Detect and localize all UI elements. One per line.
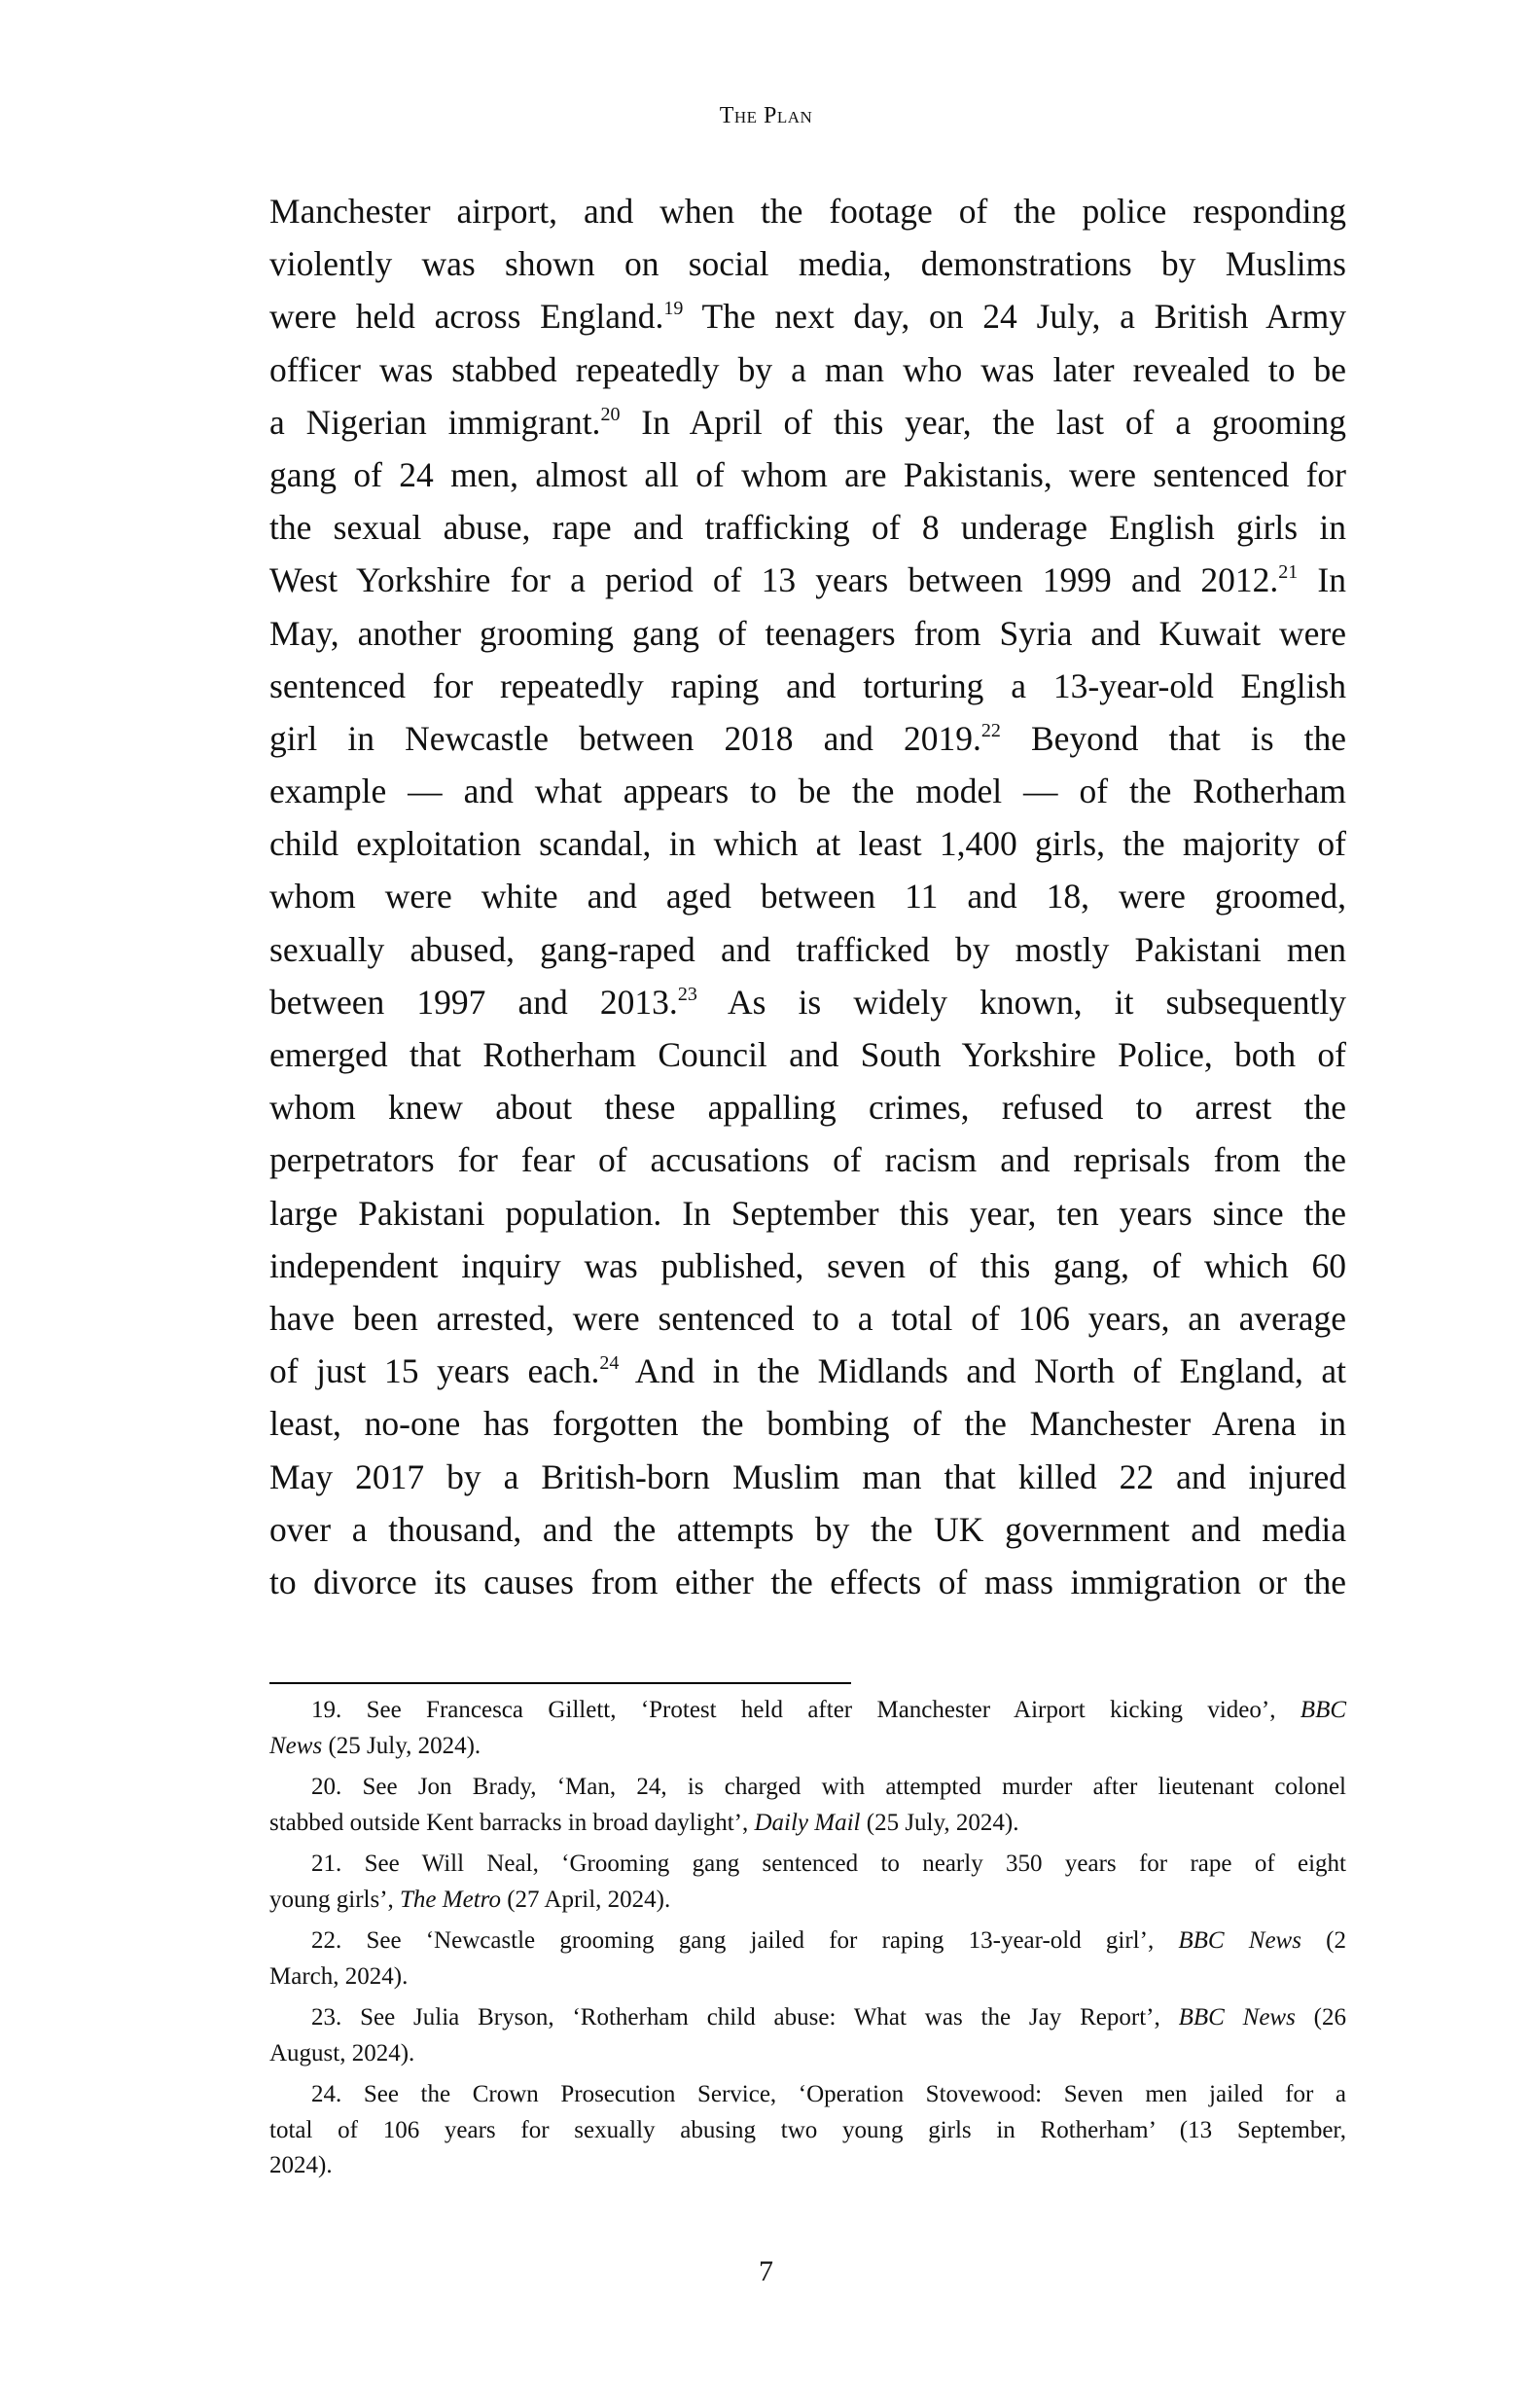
footnote-21: 21. See Will Neal, ‘Grooming gang sentenced to nearly 350 years for rape of eight young girls’, The Metro (27 April, 2024). [269,1851,1347,1913]
publication-title: BBC News [1178,1927,1301,1954]
footnote-20: 20. See Jon Brady, ‘Man, 24, is charged with attempted murder after lieutenant colonel stabbed outside Kent barracks in broad daylight’, Daily Mail (25 July, 2024). [269,1774,1346,1836]
body-line: whom knew about these appalling crimes, refused to arrest the [269,1088,1346,1128]
body-line: a Nigerian immigrant.$^{20}$ In April of this year, the last of a grooming [269,402,1346,442]
body-line: May, another grooming gang of teenagers from Syria and Kuwait were [269,613,1346,653]
body-line: Manchester airport, and when the footage of the police responding [269,192,1346,231]
body-line: May 2017 by a British-born Muslim man that killed 22 and injured [269,1456,1346,1496]
footnote-number: 20. [311,1774,342,1800]
body-line: child exploitation scandal, in which at least 1,400 girls, the majority of [269,824,1346,864]
body-line: girl in Newcastle between 2018 and 2019.22 Beyond that is the [269,718,1347,758]
body-line: of just 15 years each.$^{24}$ And in the Midlands and North of England, at [269,1351,1346,1391]
footnote-separator [269,1682,851,1684]
body-paragraph [269,185,1346,1608]
footnote-number: 19. [311,1697,342,1723]
footnote-number: 24. [311,2081,342,2107]
footnote-24: 24. See the Crown Prosecution Service, ‘Operation Stovewood: Seven men jailed for a total of 106 years for sexually abusing two young girls in Rotherham’ (13 September, 2024). [269,2081,1347,2178]
footnote-reference[interactable]: 24 [599,1352,620,1375]
body-line: sentenced for repeatedly raping and torturing a 13-year-old English [269,665,1346,705]
footnote-19: 19. See Francesca Gillett, ‘Protest held after Manchester Airport kicking video’, BBC News (25 July, 2024). [269,1697,1347,1759]
body-line: violently was shown on social media, demonstrations by Muslims [269,244,1346,284]
body-line: sexually abused, gang-raped and trafficked by mostly Pakistani men [269,929,1346,969]
body-line: emerged that Rotherham Council and South Yorkshire Police, both of [269,1035,1346,1074]
body-line: whom were white and aged between 11 and 18, were groomed, [269,877,1346,916]
body-line: large Pakistani population. In September this year, ten years since the [269,1193,1346,1233]
footnote-reference[interactable]: 21 [1278,561,1299,584]
body-line: were held across England.$^{19}$ The next day, on 24 July, a British Army [269,297,1346,337]
body-line: gang of 24 men, almost all of whom are Pakistanis, were sentenced for [269,454,1346,494]
publication-title: News [269,1732,323,1759]
footnote-number: 22. [311,1927,342,1954]
page-number: 7 [759,2255,773,2287]
body-line: least, no-one has forgotten the bombing of the Manchester Arena in [269,1404,1346,1444]
body-line: between 1997 and 2013.23 As is widely known, it subsequently [269,982,1347,1022]
publication-title: BBC [1300,1697,1347,1723]
publication-title: Daily Mail [754,1809,861,1836]
footnote-23: 23. See Julia Bryson, ‘Rotherham child abuse: What was the Jay Report’, BBC News (26 August, 2024). [269,2004,1347,2067]
body-line: officer was stabbed repeatedly by a man who was later revealed to be [269,349,1346,389]
body-line: to divorce its causes from either the effects of mass immigration or the [269,1562,1346,1601]
publication-title: BBC News [1178,2004,1296,2031]
footnote-reference[interactable]: 20 [600,403,621,425]
body-line: example — and what appears to be the model — of the Rotherham [269,772,1346,811]
running-head: The Plan [719,103,813,128]
footnotes [269,1693,1346,2190]
body-line: West Yorkshire for a period of 13 years between 1999 and 2012.21 In [269,560,1346,600]
body-line: independent inquiry was published, seven of this gang, of which 60 [269,1245,1346,1285]
footnote-reference[interactable]: 23 [677,983,697,1005]
footnote-reference[interactable]: 19 [663,298,684,320]
footnote-reference[interactable]: 22 [980,719,1001,741]
footnote-22: 22. See ‘Newcastle grooming gang jailed for raping 13-year-old girl’, BBC News (2 March, 2024). [269,1927,1346,1990]
body-line: the sexual abuse, rape and trafficking of 8 underage English girls in [269,508,1346,548]
footnote-number: 21. [311,1851,342,1877]
body-line: have been arrested, were sentenced to a total of 106 years, an average [269,1298,1346,1338]
body-line: perpetrators for fear of accusations of racism and reprisals from the [269,1140,1346,1180]
body-line: over a thousand, and the attempts by the UK government and media [269,1509,1346,1549]
publication-title: The Metro [400,1886,501,1913]
footnote-number: 23. [311,2004,342,2031]
